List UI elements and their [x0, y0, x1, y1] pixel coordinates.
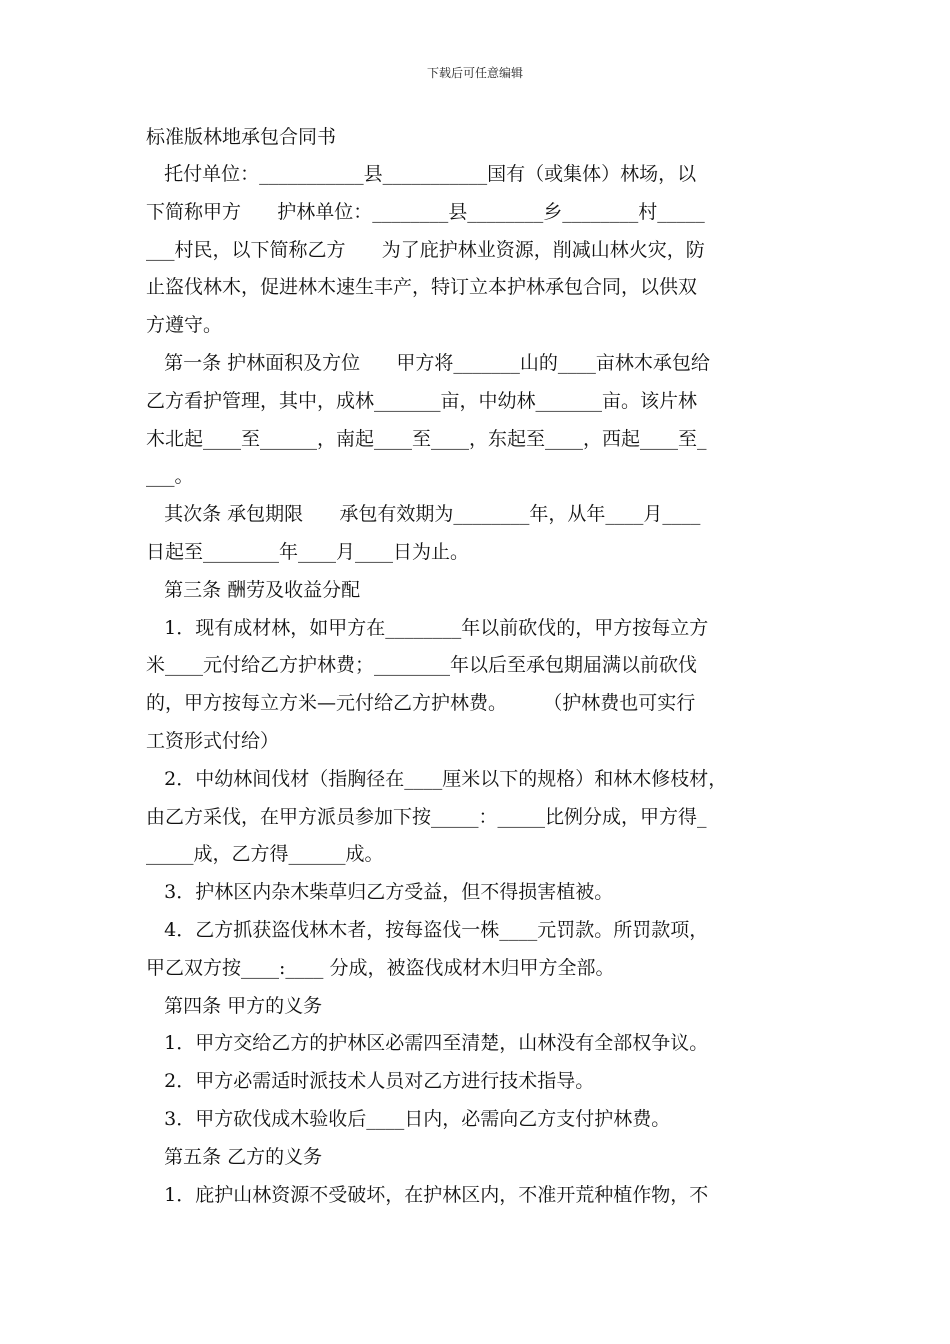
text-line: 第五条 乙方的义务 [146, 1145, 323, 1168]
text-line: 的，甲方按每立方米—元付给乙方护林费。 （护林费也可实行 [146, 692, 696, 715]
text-line: 第一条 护林面积及方位 甲方将_______山的____亩林木承包给 [146, 351, 710, 374]
text-line: 第三条 酬劳及收益分配 [146, 578, 361, 601]
text-line: 第四条 甲方的义务 [146, 994, 323, 1017]
text-line: 乙方看护管理，其中，成林_______亩，中幼林_______亩。该片林 [146, 389, 698, 412]
text-line: 米____元付给乙方护林费；________年以后至承包期届满以前砍伐 [146, 654, 698, 677]
document-body [146, 118, 810, 1214]
text-line: ___。 [146, 465, 194, 488]
text-line: 甲乙双方按____:____ 分成，被盗伐成材木归甲方全部。 [146, 956, 615, 979]
text-line: 2．中幼林间伐材（指胸径在____厘米以下的规格）和林木修枝材， [146, 767, 728, 790]
text-line: 1．现有成材林，如甲方在________年以前砍伐的，甲方按每立方 [146, 616, 709, 639]
text-line: 2．甲方必需适时派技术人员对乙方进行技术指导。 [146, 1070, 595, 1093]
text-line: 日起至________年____月____日为止。 [146, 540, 470, 563]
text-line: 下简称甲方 护林单位：________县________乡________村_____ [146, 200, 705, 223]
header-note: 下载后可任意编辑 [426, 66, 523, 80]
text-line: 3．甲方砍伐成木验收后____日内，必需向乙方支付护林费。 [146, 1107, 671, 1130]
text-line: 1．庇护山林资源不受破坏，在护林区内，不准开荒种植作物，不 [146, 1183, 709, 1206]
text-line: 托付单位：___________县___________国有（或集体）林场，以 [146, 163, 697, 185]
text-line: 木北起____至______，南起____至____，东起至____，西起____至_ [146, 427, 707, 450]
text-line: 由乙方采伐，在甲方派员参加下按_____：_____比例分成，甲方得_ [146, 805, 707, 828]
text-line: 其次条 承包期限 承包有效期为________年，从年____月____ [146, 503, 701, 526]
text-line: ___村民，以下简称乙方 为了庇护林业资源，削减山林火灾，防 [146, 238, 705, 261]
text-line: _____成，乙方得______成。 [146, 843, 384, 866]
text-line: 止盗伐林木，促进林木速生丰产，特订立本护林承包合同，以供双 [146, 276, 698, 299]
text-line: 工资形式付给） [146, 729, 280, 752]
text-line: 1．甲方交给乙方的护林区必需四至清楚，山林没有全部权争议。 [146, 1032, 709, 1055]
document-title: 标准版林地承包合同书 [146, 126, 337, 148]
text-line: 4．乙方抓获盗伐林木者，按每盗伐一株____元罚款。所罚款项， [146, 918, 709, 941]
text-line: 方遵守。 [146, 314, 223, 337]
text-line: 3．护林区内杂木柴草归乙方受益，但不得损害植被。 [146, 881, 614, 904]
